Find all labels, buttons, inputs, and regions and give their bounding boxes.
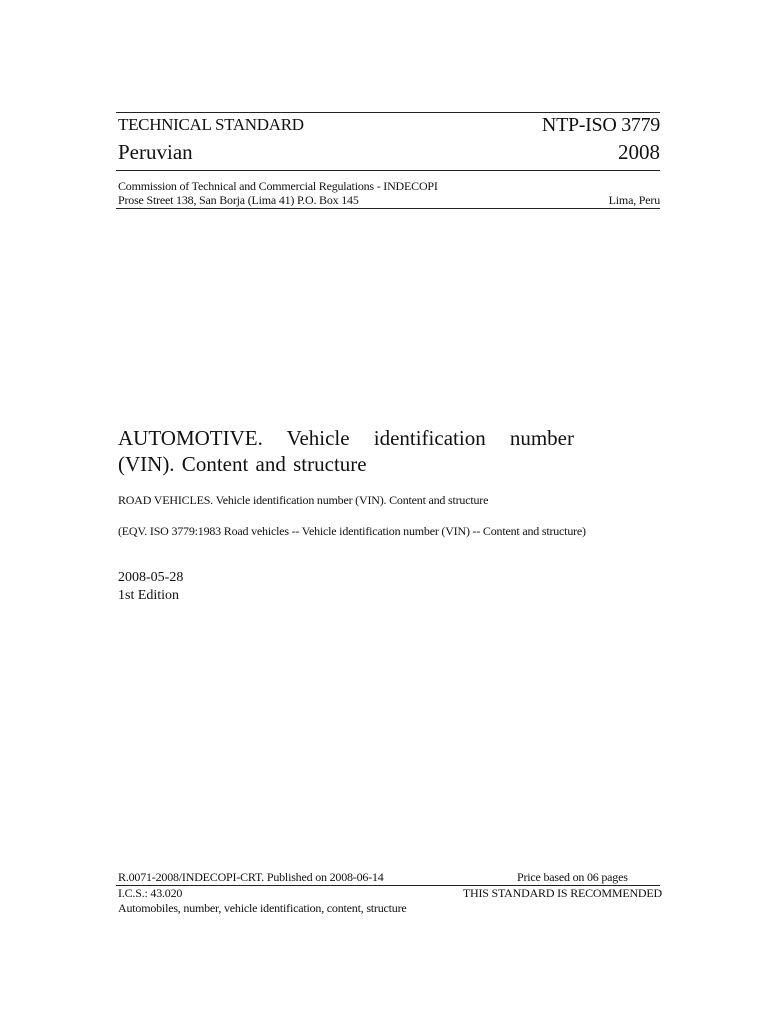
commission-name: Commission of Technical and Commercial Regulations - INDECOPI	[118, 179, 438, 193]
header-top-rule	[116, 112, 660, 113]
footer-price: Price based on 06 pages	[517, 870, 628, 884]
header-label: TECHNICAL STANDARD	[118, 115, 304, 134]
standard-code: NTP-ISO 3779	[541, 114, 660, 136]
commission-address: Prose Street 138, San Borja (Lima 41) P.O. Box 145	[118, 193, 359, 207]
header-mid-rule	[116, 170, 660, 171]
footer-keywords: Automobiles, number, vehicle identification, content, structure	[118, 901, 407, 915]
header-bottom-rule	[116, 208, 660, 209]
document-title: AUTOMOTIVE. Vehicle identification number (VIN). Content and structure	[118, 426, 574, 476]
footer-ics: I.C.S.: 43.020	[118, 886, 183, 900]
equivalence-note: (EQV. ISO 3779:1983 Road vehicles -- Vehicle identification number (VIN) -- Content and structure)	[118, 524, 586, 538]
header-country: Peruvian	[118, 140, 193, 164]
footer-status: THIS STANDARD IS RECOMMENDED	[462, 886, 662, 900]
commission-city: Lima, Peru	[608, 193, 660, 207]
approval-date: 2008-05-28	[118, 570, 184, 585]
document-subtitle: ROAD VEHICLES. Vehicle identification number (VIN). Content and structure	[118, 493, 489, 507]
edition: 1st Edition	[118, 588, 180, 603]
header-year: 2008	[618, 140, 660, 164]
footer-reference: R.0071-2008/INDECOPI-CRT. Published on 2008-06-14	[118, 870, 384, 884]
